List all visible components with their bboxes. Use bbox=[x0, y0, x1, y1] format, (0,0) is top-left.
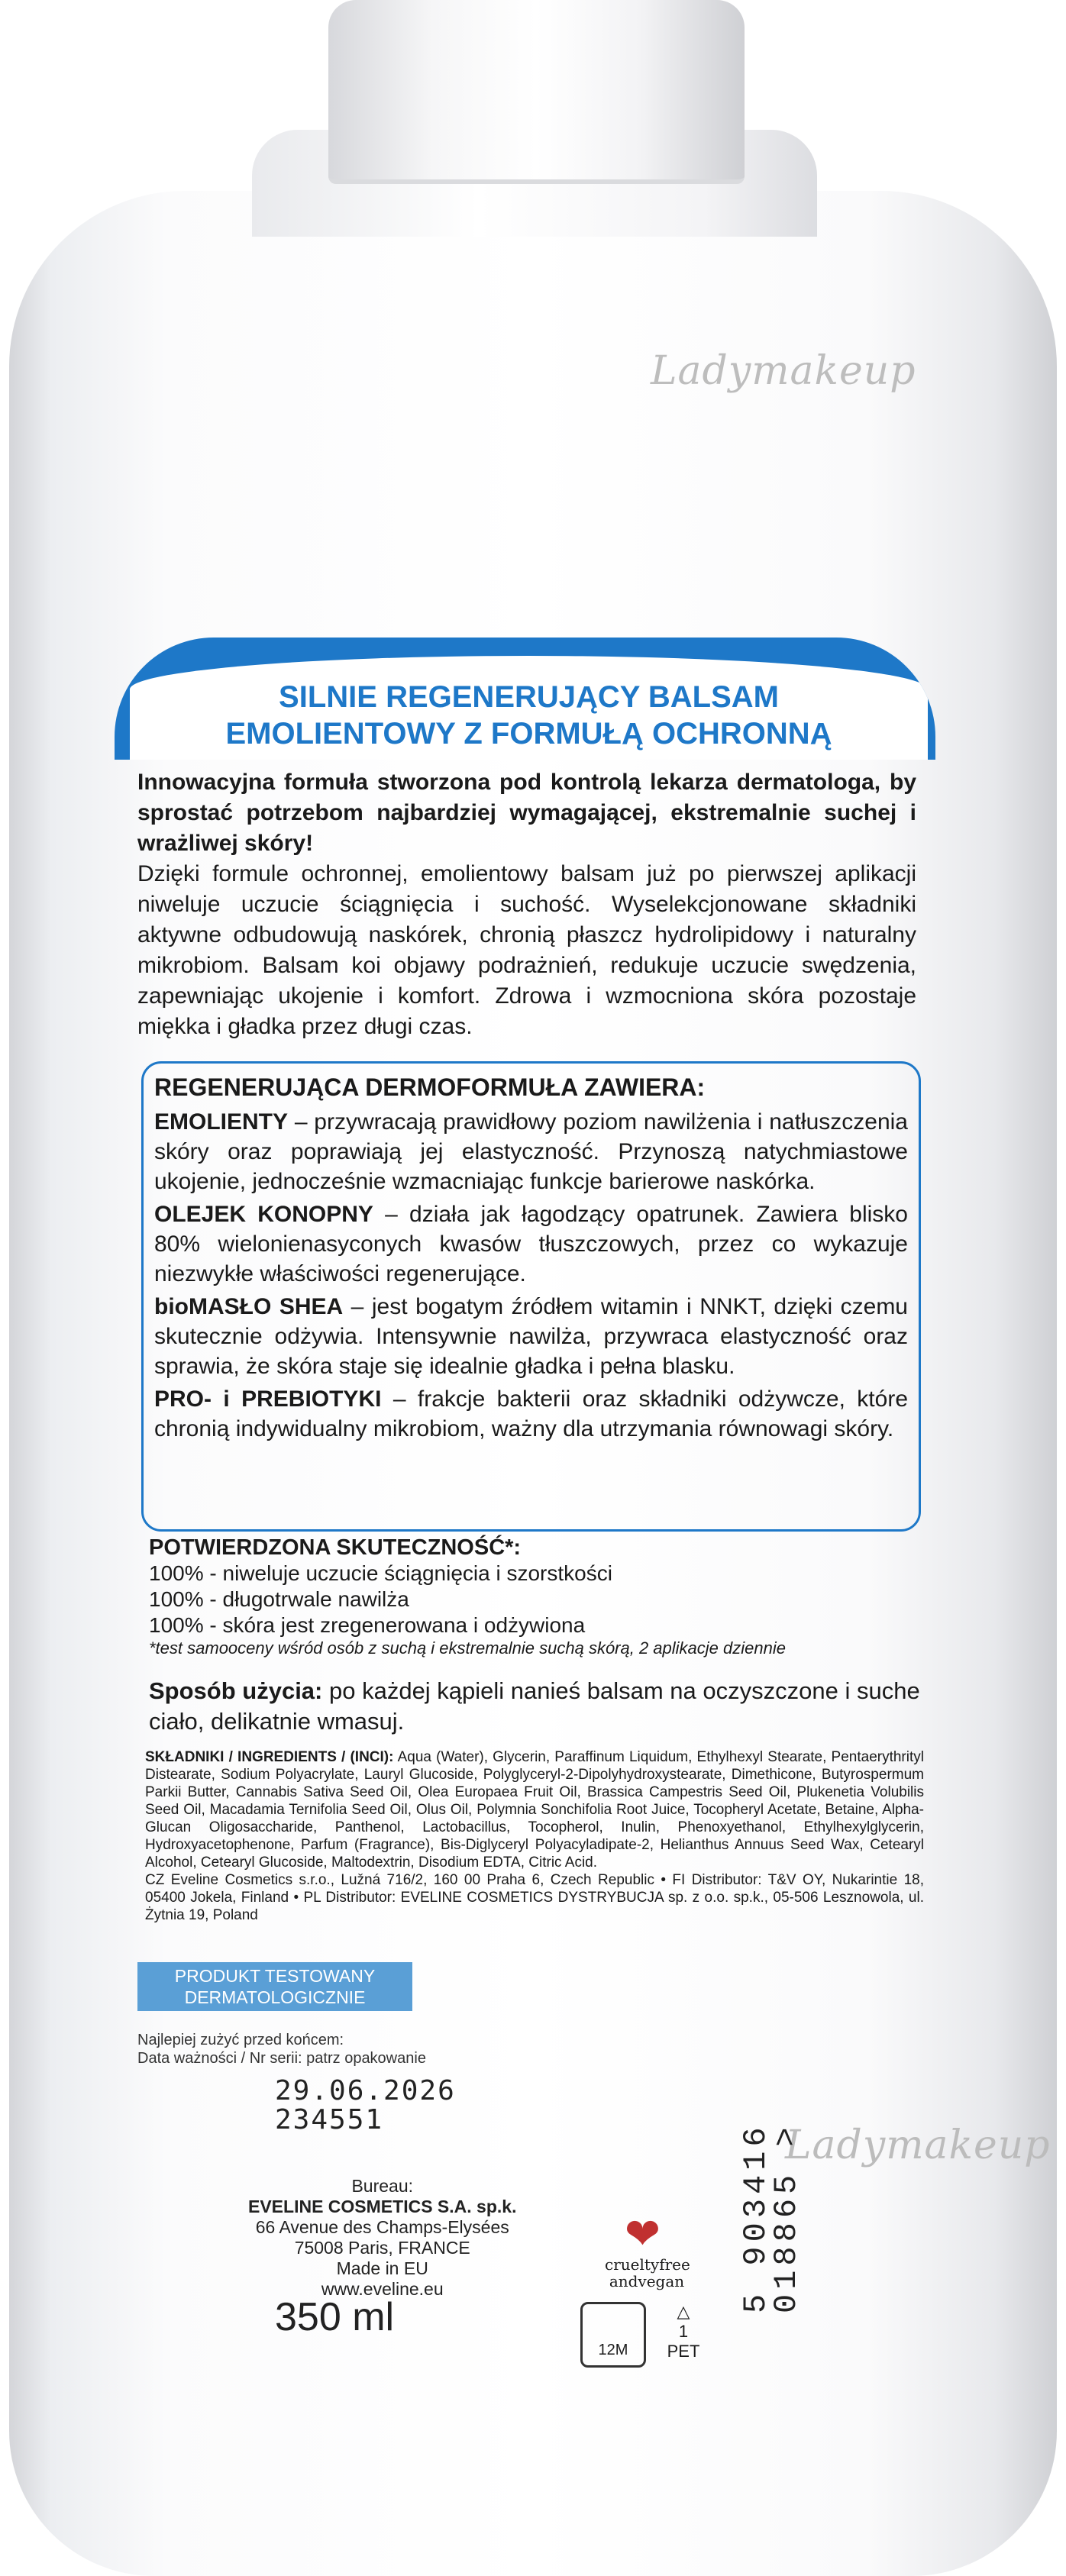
formula-box bbox=[141, 1061, 921, 1532]
formula-item: OLEJEK KONOPNY – działa jak łagodzący opatrunek. Zawiera blisko 80% wielonienasyconych kwasów tłuszczowych, przez co wykazuje niezwykłe właściwości regenerujące. bbox=[154, 1202, 908, 1286]
bureau-address: Bureau: EVELINE COSMETICS S.A. sp.k. 66 Avenue des Champs-Elysées 75008 Paris, FRANCE Made in EU www.eveline.eu bbox=[248, 2176, 517, 2299]
result-row: 100% - skóra jest zregenerowana i odżywiona bbox=[149, 1613, 586, 1637]
formula-item: EMOLIENTY – przywracają prawidłowy poziom nawilżenia i natłuszczenia skóry oraz poprawiają jej elastyczność. Przynoszą natychmiastowe ukojenie, jednocześnie wzmacniając funkcje barierowe naskórka. bbox=[154, 1109, 908, 1194]
dermatologically-tested-badge: PRODUKT TESTOWANY DERMATOLOGICZNIE bbox=[137, 1962, 412, 2011]
watermark-top: Ladymakeup bbox=[651, 348, 916, 394]
intro-text: Innowacyjna formuła stworzona pod kontrolą lekarza dermatologa, by sprostać potrzebom najbardziej wymagającej, ekstremalnie suchej i wrażliwej skóry! Dzięki formule ochronnej, emolientowy balsam już po pierwszej aplikacji niweluje uczucie ściągnięcia i suchość. Wyselekcjonowane składniki aktywne odbudowują naskórek, chronią płaszcz hydrolipidowy i naturalny mikrobiom. Balsam koi objawy podrażnień, redukuje uczucie swędzenia, zapewniając ukojenie i komfort. Zdrowa i wzmocniona skóra pozostaje miękka i gładka przez długi czas. bbox=[137, 770, 916, 1039]
ingredients-section: SKŁADNIKI / INGREDIENTS / (INCI): Aqua (Water), Glycerin, Paraffinum Liquidum, Ethylhexyl Stearate, Pentaerythrityl Distearate, Sodium Polyacrylate, Lauryl Glucoside, Polyglyceryl-2-Dipolyhydroxystearate, Dimethicone, Butyrospermum Parkii Butter, Cannabis Sativa Seed Oil, Olea Europaea Fruit Oil, Brassica Campestris Seed Oil, Plukenetia Volubilis Seed Oil, Macadamia Ternifolia Seed Oil, Olus Oil, Polymnia Sonchifolia Root Juice, Tocopheryl Acetate, Betaine, Alpha-Glucan Oligosaccharide, Panthenol, Lactobacillus, Tocopherol, Inulin, Phenoxyethanol, Ethylhexylglycerin, Hydroxyacetophenone, Parfum (Fragrance), Bis-Diglyceryl Polyacyladipate-2, Helianthus Annuus Seed Wax, Cetearyl Alcohol, Cetearyl Glucoside, Maltodextrin, Disodium EDTA, Citric Acid. CZ Eveline Cosmetics s.r.o., Lužná 716/2, 160 00 Praha 6, Czech Republic • FI Distributor: T&V OY, Nukarintie 18, 05400 Jokela, Finland • PL Distributor: EVELINE COSMETICS DYSTRYBUCJA sp. z o.o. sp.k., 05-506 Lesznowola, ul. Żytnia 19, Poland bbox=[145, 1749, 924, 1923]
formula-item: bioMASŁO SHEA – jest bogatym źródłem witamin i NNKT, dzięki czemu skutecznie odżywia. Intensywnie nawilża, przywraca elastyczność oraz sprawia, że skóra staje się idealnie gładka i pełna blasku. bbox=[154, 1294, 908, 1379]
result-row: 100% - niweluje uczucie ściągnięcia i szorstkości bbox=[149, 1561, 612, 1585]
formula-item: PRO- i PREBIOTYKI – frakcje bakterii oraz składniki odżywcze, które chronią indywidualny mikrobiom, ważny dla utrzymania równowagi skóry. bbox=[154, 1386, 908, 1441]
usage-section: Sposób użycia: po każdej kąpieli nanieś balsam na oczyszczone i suche ciało, delikatnie wmasuj. bbox=[149, 1677, 920, 1735]
product-label bbox=[115, 638, 935, 2361]
product-title: SILNIE REGENERUJĄCY BALSAM EMOLIENTOWY Z FORMUŁĄ OCHRONNĄ bbox=[225, 680, 832, 751]
barcode-number: 5 903416 018865 > bbox=[738, 2122, 805, 2313]
bottle-cap bbox=[328, 0, 745, 184]
volume-label: 350 ml bbox=[275, 2295, 395, 2339]
heart-icon: ❤ bbox=[625, 2210, 661, 2258]
expiry-info: Najlepiej zużyć przed końcem: Data ważności / Nr serii: patrz opakowanie bbox=[137, 2032, 426, 2067]
results-note: *test samooceny wśród osób z suchą i ekstremalnie suchą skórą, 2 aplikacje dziennie bbox=[149, 1638, 786, 1658]
lot-stamp: 29.06.2026 234551 bbox=[275, 2075, 456, 2135]
results-section bbox=[149, 1535, 920, 1658]
watermark-bottom: Ladymakeup bbox=[785, 2122, 1051, 2168]
results-heading: POTWIERDZONA SKUTECZNOŚĆ*: bbox=[149, 1535, 522, 1560]
result-row: 100% - długotrwale nawilża bbox=[149, 1587, 409, 1611]
title-band bbox=[115, 638, 935, 760]
pao-jar-icon: 12M bbox=[580, 2302, 646, 2368]
recycle-icon: △ 1 PET bbox=[667, 2302, 700, 2361]
formula-heading: REGENERUJĄCA DERMOFORMUŁA ZAWIERA: bbox=[154, 1073, 706, 1101]
distributors-text: CZ Eveline Cosmetics s.r.o., Lužná 716/2, 160 00 Praha 6, Czech Republic • FI Distributor: T&V OY, Nukarintie 18, 05400 Jokela, Finland • PL Distributor: EVELINE COSMETICS DYSTRYBUCJA sp. z o.o. sp.k., 05-506 Lesznowola, ul. Żytnia 19, Poland bbox=[145, 1872, 924, 1923]
crueltyfree-label: crueltyfree andvegan bbox=[605, 2255, 690, 2290]
